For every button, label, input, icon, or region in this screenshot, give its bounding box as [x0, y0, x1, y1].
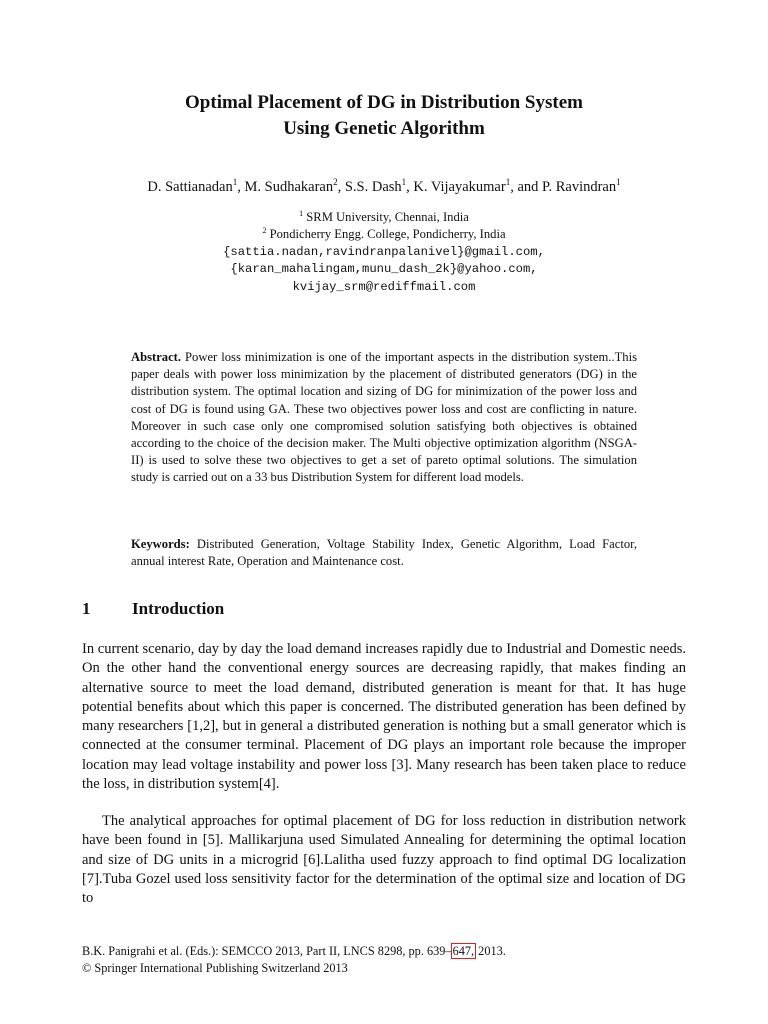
- affiliations: [0, 209, 768, 296]
- keywords-label: Keywords:: [131, 537, 190, 551]
- page-range-link[interactable]: 647,: [452, 944, 475, 958]
- email-line-2: {karan_mahalingam,munu_dash_2k}@yahoo.com,: [230, 262, 538, 277]
- author-affiliation-mark: 2: [333, 177, 338, 187]
- affiliation-1: $^1$ SRM University, Chennai, India: [299, 209, 469, 224]
- author-affiliation-mark: 1: [505, 177, 511, 187]
- email-line-1: {sattia.nadan,ravindranpalanivel}@gmail.com,: [223, 244, 545, 259]
- author-list: D. Sattianadan$^1$, M. Sudhakaran$^2$, S.S. Dash$^1$, K. Vijayakumar$^1$, and P. Ravindran$^1$: [147, 177, 621, 195]
- body-paragraph: In current scenario, day by day the load demand increases rapidly due to Industrial and Domestic needs. On the other hand the conventional energy sources are decreasing rapidly, that makes finding an alternative source to meet the load demand, distributed generation is meant for that. It has huge potential benefits about which this paper is concerned. The distributed generation has been defined by many researchers [1,2], but in general a distributed generation is nothing but a small generator which is connected at the consumer terminal. Placement of DG plays an important role because the improper location may lead voltage instability and power loss [3]. Many research has been taken place to reduce the loss, in distribution system[4].: [82, 641, 686, 793]
- section-heading: [82, 598, 224, 620]
- author-name: K. Vijayakumar: [413, 179, 506, 195]
- title-line-1: Optimal Placement of DG in Distribution System: [185, 92, 583, 113]
- author-affiliation-mark: 1: [232, 177, 238, 187]
- affiliation-2: $^2$ Pondicherry Engg. College, Pondicherry, India: [262, 226, 506, 242]
- author-affiliation-mark: 1: [616, 177, 621, 187]
- title-line-2: Using Genetic Algorithm: [283, 118, 485, 139]
- copyright-line: © Springer International Publishing Switzerland 2013: [82, 961, 348, 975]
- keywords: [131, 536, 637, 570]
- citation-line: B.K. Panigrahi et al. (Eds.): SEMCCO 2013, Part II, LNCS 8298, pp. 639–647, 2013.: [82, 944, 506, 958]
- section-title: Introduction: [132, 599, 225, 618]
- author-affiliation-mark: 1: [401, 177, 407, 187]
- page-footer: [82, 943, 702, 977]
- author-name: M. Sudhakaran: [244, 179, 334, 195]
- section-number: 1: [82, 599, 91, 618]
- abstract-text: Power loss minimization is one of the important aspects in the distribution system..This paper deals with power loss minimization by the placement of distributed generators (DG) in the distribution system. The optimal location and sizing of DG for minimization of the power loss and cost of DG is found using GA. These two objectives power loss and cost are conflicting in nature. Moreover in such case only one compromised solution satisfying both objectives is obtained according to the choice of the decision maker. The Multi objective optimization algorithm (NSGA-II) is used to solve these two objectives to get a set of pareto optimal solutions. The simulation study is carried out on a 33 bus Distribution System for different load models.: [131, 350, 637, 485]
- paper-title: [0, 90, 768, 142]
- abstract: [131, 349, 637, 487]
- author-name: D. Sattianadan: [147, 179, 233, 195]
- keywords-text: Distributed Generation, Voltage Stability Index, Genetic Algorithm, Load Factor, annual interest Rate, Operation and Maintenance cost.: [131, 537, 637, 569]
- email-line-3: kvijay_srm@rediffmail.com: [292, 279, 476, 294]
- author-name: and P. Ravindran: [517, 179, 617, 195]
- abstract-label: Abstract.: [131, 350, 182, 364]
- body-paragraph: The analytical approaches for optimal placement of DG for loss reduction in distribution network have been found in [5]. Mallikarjuna used Simulated Annealing for determining the optimal location and size of DG units in a microgrid [6].Lalitha used fuzzy approach to find optimal DG localization [7].Tuba Gozel used loss sensitivity factor for the determination of the optimal size and location of DG to: [82, 813, 686, 907]
- author-name: S.S. Dash: [344, 179, 402, 195]
